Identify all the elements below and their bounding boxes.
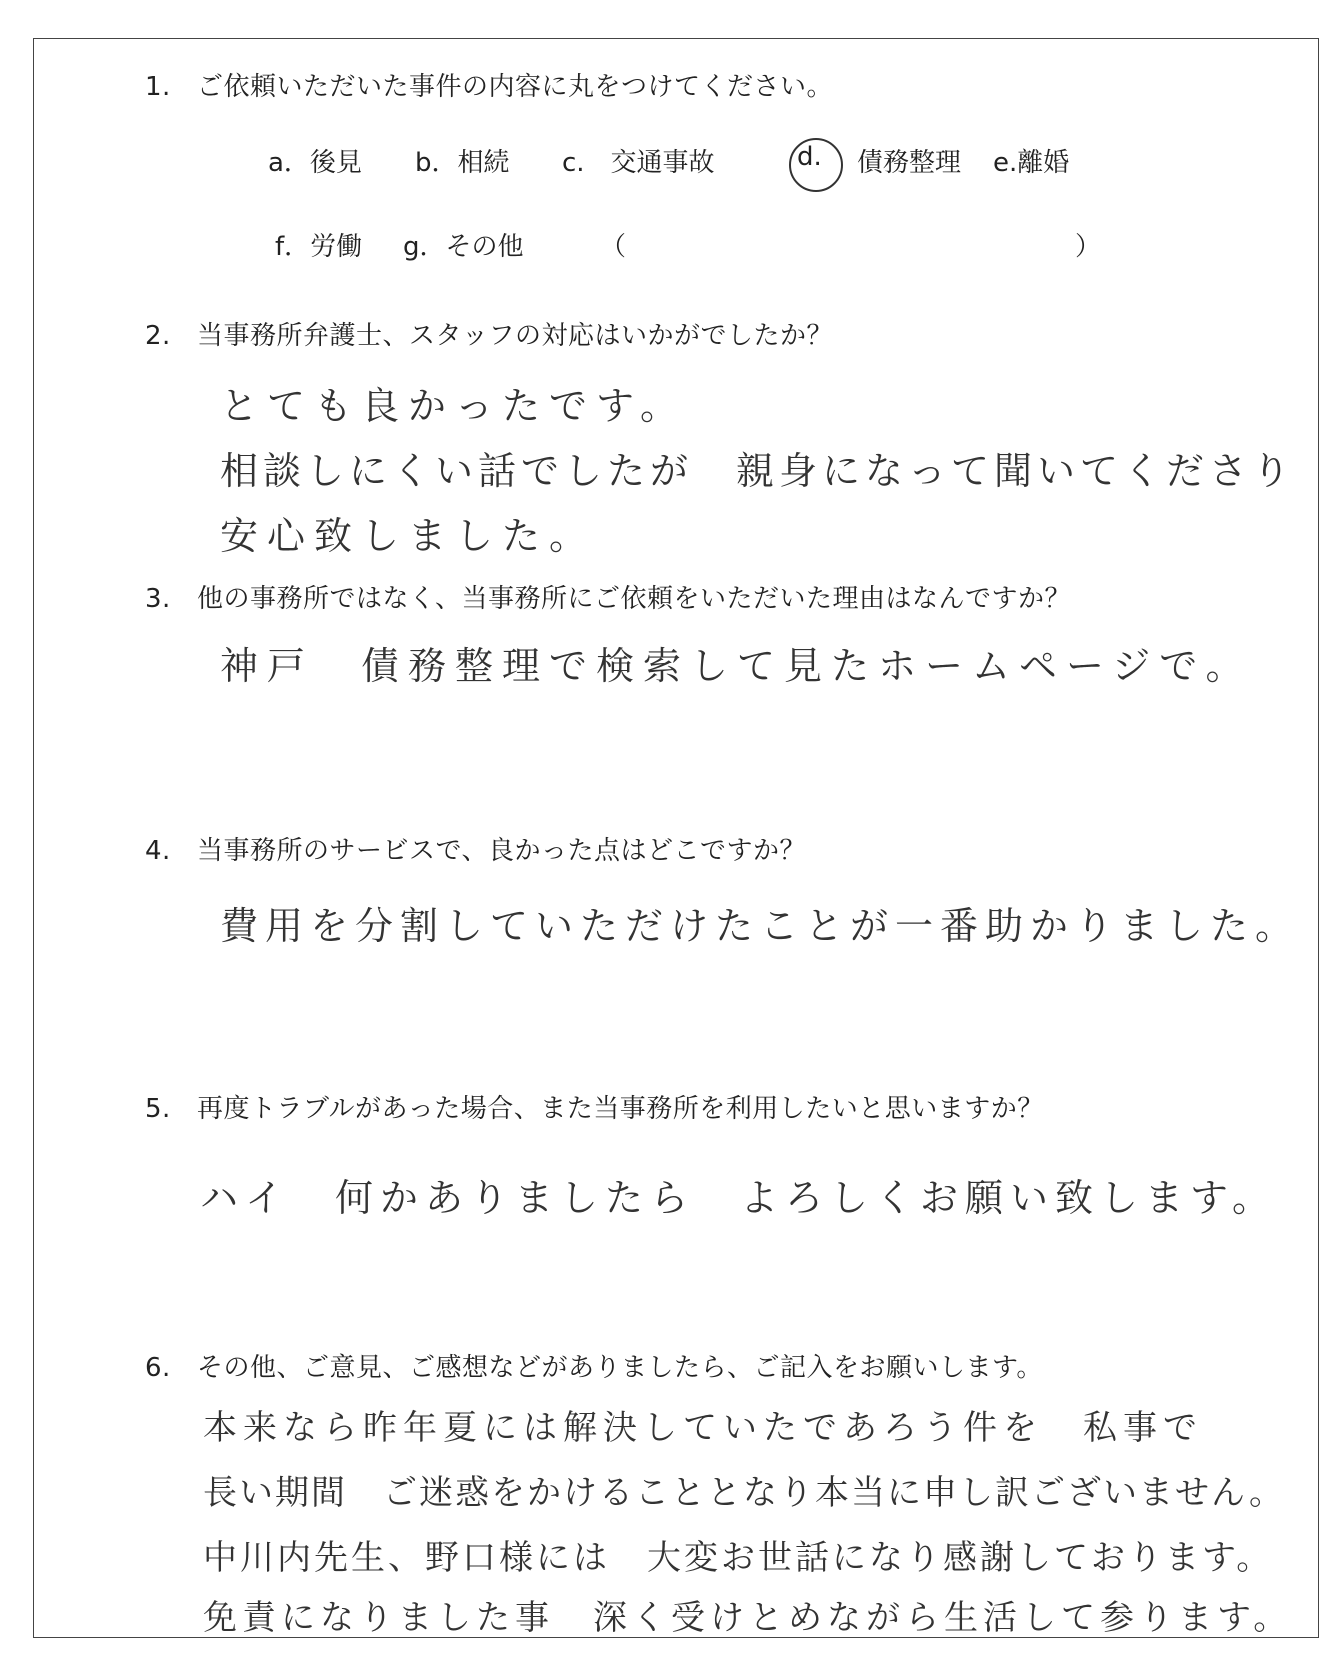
answer-6-line-4: 免責になりました事 深く受けとめながら生活して参ります。 xyxy=(203,1598,1293,1638)
question-4 xyxy=(145,830,806,867)
question-number: 4. xyxy=(145,836,171,866)
answer-6-line-2: 長い期間 ご迷惑をかけることとなり本当に申し訳ございません。 xyxy=(203,1473,1286,1513)
answer-2-line-3: 安心致しました。 xyxy=(220,514,597,558)
answer-6-line-3: 中川内先生、野口様には 大変お世話になり感謝しております。 xyxy=(203,1538,1274,1578)
question-text: その他、ご意見、ご感想などがありましたら、ご記入をお願いします。 xyxy=(197,1353,1043,1383)
answer-2-line-2: 相談しにくい話でしたが 親身になって聞いてくださり xyxy=(220,449,1296,493)
option-d: d. xyxy=(797,142,822,172)
option-d-label: 債務整理 xyxy=(857,148,962,178)
answer-2-line-1: とても良かったです。 xyxy=(220,384,687,428)
question-text: 当事務所のサービスで、良かった点はどこですか？ xyxy=(197,836,806,866)
question-number: 2. xyxy=(145,321,171,351)
question-1 xyxy=(145,66,833,103)
question-number: 6. xyxy=(145,1353,171,1383)
answer-3-line-1: 神戸 債務整理で検索して見たホームページで。 xyxy=(220,644,1253,688)
answer-6-line-1: 本来なら昨年夏には解決していたであろう件を 私事で xyxy=(203,1408,1203,1448)
question-number: 5. xyxy=(145,1094,171,1124)
question-text: 他の事務所ではなく、当事務所にご依頼をいただいた理由はなんですか？ xyxy=(197,584,1071,614)
option-a: a．後見 xyxy=(268,148,362,178)
paren-close: ） xyxy=(1075,232,1102,262)
option-e: e.離婚 xyxy=(993,148,1070,178)
option-b: b．相続 xyxy=(415,148,510,178)
question-3 xyxy=(145,578,1071,615)
paren-open: （ xyxy=(600,232,627,262)
option-g: g．その他 xyxy=(403,232,524,262)
question-5 xyxy=(145,1088,1044,1125)
question-number: 3. xyxy=(145,584,171,614)
question-6 xyxy=(145,1347,1043,1384)
option-f: f．労働 xyxy=(275,232,363,262)
answer-5-line-1: ハイ 何かありましたら よろしくお願い致します。 xyxy=(200,1176,1277,1220)
answer-4-line-1: 費用を分割していただけたことが一番助かりました。 xyxy=(220,904,1301,948)
question-2 xyxy=(145,315,833,352)
question-text: 当事務所弁護士、スタッフの対応はいかがでしたか？ xyxy=(197,321,834,351)
option-c: c. 交通事故 xyxy=(562,148,715,178)
question-text: ご依頼いただいた事件の内容に丸をつけてください。 xyxy=(197,72,834,102)
question-text: 再度トラブルがあった場合、また当事務所を利用したいと思いますか？ xyxy=(197,1094,1044,1124)
question-number: 1. xyxy=(145,72,171,102)
